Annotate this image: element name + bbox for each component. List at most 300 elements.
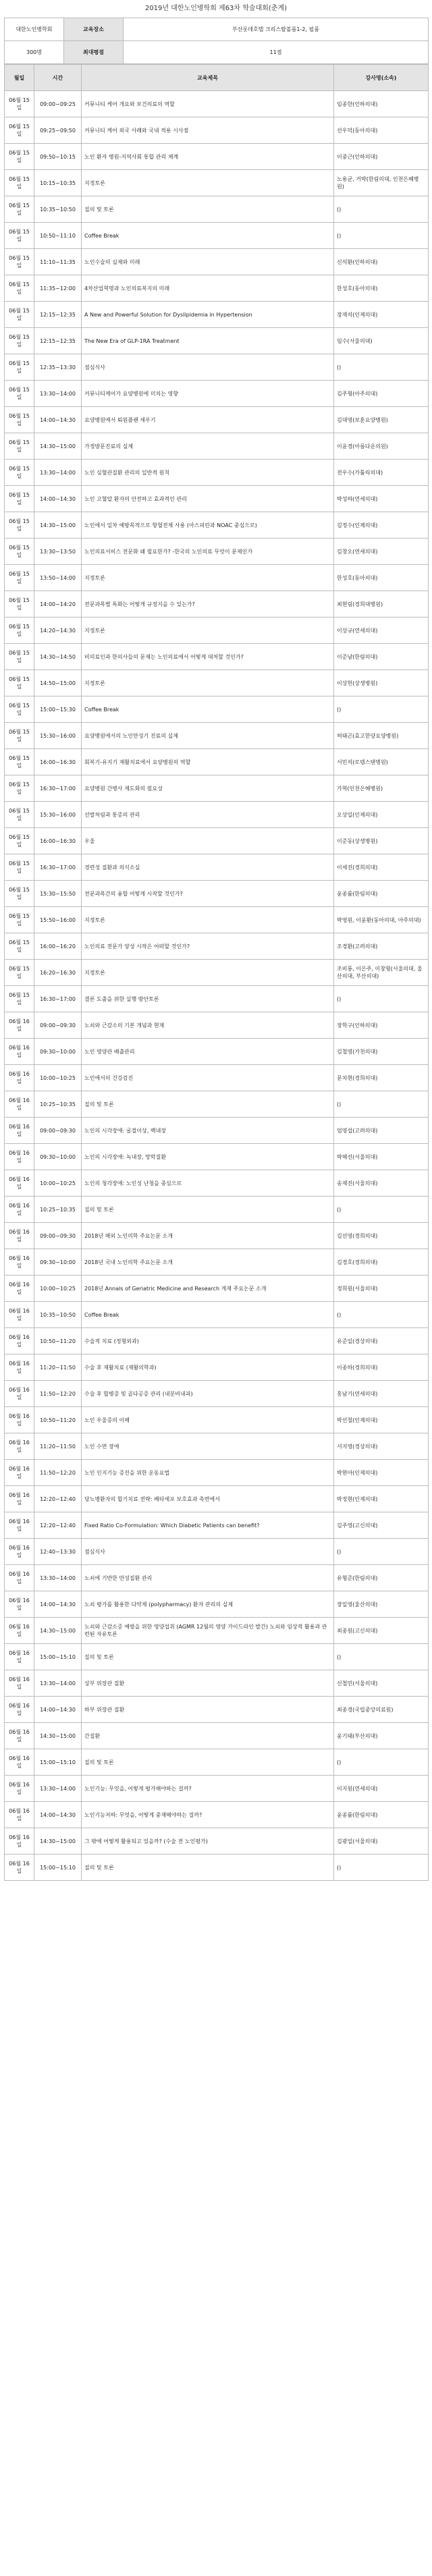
table-row: [5, 881, 429, 907]
row-subject: 점심식사: [82, 354, 334, 381]
venue-label: 교육장소: [64, 18, 124, 41]
row-subject: 요양병원에서 퇴원플랜 세우기: [82, 407, 334, 433]
table-row: [5, 1012, 429, 1039]
row-date: 06월 16일: [5, 1486, 34, 1512]
row-time: 12:35~13:30: [34, 354, 82, 381]
row-time: 14:00~14:30: [34, 407, 82, 433]
row-time: 16:00~16:20: [34, 933, 82, 960]
table-row: [5, 1354, 429, 1381]
row-speaker: 최종경(국립중앙의료원): [334, 1697, 429, 1723]
row-date: 06월 16일: [5, 1170, 34, 1197]
row-date: 06월 15일: [5, 907, 34, 933]
row-date: 06월 16일: [5, 1381, 34, 1407]
row-speaker: (): [334, 223, 429, 249]
row-speaker: (): [334, 196, 429, 223]
row-time: 15:30~16:00: [34, 723, 82, 749]
row-time: 09:50~10:15: [34, 144, 82, 170]
row-speaker: (): [334, 1539, 429, 1565]
row-subject: 질의 및 토론: [82, 196, 334, 223]
row-speaker: (): [334, 1855, 429, 1881]
row-subject: 하부 위장관 질환: [82, 1697, 334, 1723]
schedule-body: [5, 91, 429, 1881]
row-subject: 비의료인과 한의사들의 문제는 노인의료에서 어떻게 대처할 것인가?: [82, 644, 334, 670]
table-row: [5, 591, 429, 618]
schedule-header-row: [5, 65, 429, 91]
row-date: 06월 15일: [5, 460, 34, 486]
row-subject: 커뮤니티 케어 개요와 보건의료의 역할: [82, 91, 334, 117]
table-row: [5, 1776, 429, 1802]
row-date: 06월 16일: [5, 1407, 34, 1433]
row-date: 06월 15일: [5, 802, 34, 828]
table-row: [5, 486, 429, 512]
row-date: 06월 16일: [5, 1539, 34, 1565]
row-date: 06월 15일: [5, 828, 34, 854]
doc-title: 2019년 대한노인병학회 제63차 학술대회(춘계): [144, 5, 288, 12]
row-time: 16:00~16:30: [34, 749, 82, 775]
row-time: 10:15~10:35: [34, 170, 82, 196]
row-subject: 지정토론: [82, 565, 334, 591]
row-speaker: 엄영섭(고려의대): [334, 1118, 429, 1144]
row-subject: 노쇠에 기반한 만성질환 관리: [82, 1565, 334, 1591]
row-time: 10:50~11:10: [34, 223, 82, 249]
row-speaker: 최현림(경희대병원): [334, 591, 429, 618]
table-row: [5, 1697, 429, 1723]
row-speaker: 홍남기(연세의대): [334, 1381, 429, 1407]
row-time: 10:00~10:25: [34, 1276, 82, 1302]
row-time: 10:00~10:25: [34, 1170, 82, 1197]
row-speaker: 문치현(경희의대): [334, 1065, 429, 1091]
row-date: 06월 15일: [5, 302, 34, 328]
row-subject: 경련성 질환과 의식소실: [82, 854, 334, 881]
table-row: [5, 1802, 429, 1828]
info-table: [4, 18, 429, 64]
row-time: 10:50~11:20: [34, 1407, 82, 1433]
row-date: 06월 16일: [5, 1328, 34, 1354]
row-date: 06월 16일: [5, 1223, 34, 1249]
row-date: 06월 15일: [5, 618, 34, 644]
row-time: 09:00~09:25: [34, 91, 82, 117]
row-subject: 질의 및 토론: [82, 1197, 334, 1223]
row-time: 12:40~13:30: [34, 1539, 82, 1565]
row-date: 06월 16일: [5, 1091, 34, 1118]
row-date: 06월 15일: [5, 170, 34, 196]
row-date: 06월 16일: [5, 1723, 34, 1749]
row-time: 09:00~09:30: [34, 1118, 82, 1144]
table-row: [5, 144, 429, 170]
row-time: 15:50~16:00: [34, 907, 82, 933]
row-subject: 질의 및 토론: [82, 1091, 334, 1118]
table-row: [5, 1855, 429, 1881]
header-time: 시간: [34, 65, 82, 91]
row-speaker: 박현아(인제의대): [334, 1460, 429, 1486]
row-subject: 지정토론: [82, 170, 334, 196]
table-row: [5, 1381, 429, 1407]
row-speaker: 조경환(고려의대): [334, 933, 429, 960]
row-speaker: 장일영(울산의대): [334, 1591, 429, 1618]
row-date: 06월 15일: [5, 354, 34, 381]
row-date: 06월 15일: [5, 986, 34, 1012]
row-date: 06월 16일: [5, 1354, 34, 1381]
table-row: [5, 1591, 429, 1618]
table-row: [5, 933, 429, 960]
row-speaker: 윤기태(부산의대): [334, 1723, 429, 1749]
row-date: 06월 15일: [5, 881, 34, 907]
row-speaker: 오상일(인제의대): [334, 802, 429, 828]
row-time: 14:00~14:30: [34, 1697, 82, 1723]
row-subject: 질의 및 토론: [82, 1749, 334, 1776]
row-date: 06월 16일: [5, 1697, 34, 1723]
row-subject: 커뮤니티 케어 외국 사례와 국내 적용 시사점: [82, 117, 334, 144]
row-subject: 노인에서 일차 예방목적으로 항혈전제 사용 (아스피린과 NOAC 중심으로): [82, 512, 334, 539]
row-date: 06월 16일: [5, 1276, 34, 1302]
row-speaker: (): [334, 1644, 429, 1670]
row-date: 06월 15일: [5, 960, 34, 986]
row-date: 06월 15일: [5, 749, 34, 775]
table-row: [5, 539, 429, 565]
row-subject: 지정토론: [82, 960, 334, 986]
row-time: 10:35~10:50: [34, 196, 82, 223]
row-subject: 노인 수면 장애: [82, 1433, 334, 1460]
row-time: 16:30~17:00: [34, 775, 82, 802]
row-time: 09:25~09:50: [34, 117, 82, 144]
row-subject: 수술적 치료 (정형외과): [82, 1328, 334, 1354]
row-subject: 가정방문진료의 실제: [82, 433, 334, 460]
row-subject: The New Era of GLP-1RA Treatment: [82, 328, 334, 354]
table-row: [5, 1644, 429, 1670]
row-speaker: 전우수(가톨릭의대): [334, 460, 429, 486]
row-speaker: (): [334, 354, 429, 381]
row-speaker: 허태곤(효고한양요양병원): [334, 723, 429, 749]
row-subject: 노쇠와 근감소의 기본 개념과 현재: [82, 1012, 334, 1039]
table-row: [5, 1302, 429, 1328]
row-subject: 회복기-유지기 재활치료에서 요양병원의 역할: [82, 749, 334, 775]
row-time: 14:30~15:00: [34, 433, 82, 460]
row-subject: 4차산업혁명과 노인의료복지의 미래: [82, 275, 334, 302]
row-speaker: 한성호(동아의대): [334, 565, 429, 591]
row-speaker: 이지원(연세의대): [334, 1776, 429, 1802]
row-subject: Coffee Break: [82, 696, 334, 723]
row-time: 14:20~14:30: [34, 618, 82, 644]
table-row: [5, 117, 429, 144]
row-time: 09:30~10:00: [34, 1144, 82, 1170]
table-row: [5, 1433, 429, 1460]
row-subject: 노인 영양관 배출관리: [82, 1039, 334, 1065]
row-speaker: (): [334, 696, 429, 723]
row-date: 06월 16일: [5, 1591, 34, 1618]
row-speaker: 이상규(연세의대): [334, 618, 429, 644]
row-time: 14:50~15:00: [34, 670, 82, 696]
table-row: [5, 670, 429, 696]
table-row: [5, 1065, 429, 1091]
info-row-venue: [5, 18, 429, 41]
row-speaker: 이상헌(상생병원): [334, 670, 429, 696]
table-row: [5, 1565, 429, 1591]
row-subject: 노쇠와 근감소증 예방을 위한 영양섭취 (AGMR 12월의 영양 가이드라인 발간) 노쇠와 임상적 활용과 관련된 자유토론: [82, 1618, 334, 1644]
row-speaker: 한성호(동아의대): [334, 275, 429, 302]
row-date: 06월 15일: [5, 407, 34, 433]
row-time: 12:20~12:40: [34, 1512, 82, 1539]
row-speaker: 노용균, 거박(한림의대, 인천은혜병원): [334, 170, 429, 196]
row-date: 06월 16일: [5, 1828, 34, 1855]
row-date: 06월 15일: [5, 196, 34, 223]
row-speaker: 윤종률(한림의대): [334, 881, 429, 907]
table-row: [5, 302, 429, 328]
row-time: 13:30~13:50: [34, 539, 82, 565]
row-time: 14:30~15:00: [34, 512, 82, 539]
table-row: [5, 828, 429, 854]
table-row: [5, 618, 429, 644]
row-subject: 노인기능: 무엇을, 어떻게 평가해야하는 걸까?: [82, 1776, 334, 1802]
row-speaker: 박영원, 이윤환(동아의대, 아주의대): [334, 907, 429, 933]
row-speaker: 이세진(경희의대): [334, 854, 429, 881]
row-subject: A New and Powerful Solution for Dyslipidemia in Hypertension: [82, 302, 334, 328]
row-speaker: 선우덕(동아의대): [334, 117, 429, 144]
row-time: 14:00~14:30: [34, 1802, 82, 1828]
row-subject: 노인에서의 건강검진: [82, 1065, 334, 1091]
table-row: [5, 565, 429, 591]
row-date: 06월 16일: [5, 1302, 34, 1328]
row-time: 16:20~16:30: [34, 960, 82, 986]
row-subject: 수술 후 재활치료 (재활의학과): [82, 1354, 334, 1381]
hours-value: 300명: [5, 41, 64, 64]
row-time: 13:30~14:00: [34, 1565, 82, 1591]
table-row: [5, 1039, 429, 1065]
row-time: 11:50~12:20: [34, 1460, 82, 1486]
table-row: [5, 960, 429, 986]
row-subject: 노인 고혈압 환자의 안전하고 효과적인 관리: [82, 486, 334, 512]
table-row: [5, 1749, 429, 1776]
header-date: 월일: [5, 65, 34, 91]
row-date: 06월 15일: [5, 328, 34, 354]
schedule-table: [4, 64, 429, 1881]
row-date: 06월 15일: [5, 670, 34, 696]
table-row: [5, 91, 429, 117]
row-time: 16:30~17:00: [34, 986, 82, 1012]
credit-label: 최대평점: [64, 41, 124, 64]
row-speaker: 이종하(경희의대): [334, 1354, 429, 1381]
row-subject: 질의 및 토론: [82, 1644, 334, 1670]
table-row: [5, 1618, 429, 1644]
row-date: 06월 16일: [5, 1144, 34, 1170]
row-speaker: 임수(서울의대): [334, 328, 429, 354]
row-speaker: 서민석(로뎀스탠병원): [334, 749, 429, 775]
row-time: 10:00~10:25: [34, 1065, 82, 1091]
row-speaker: 조비룡, 이은주, 이창형(서울의대, 울산의대, 부산의대): [334, 960, 429, 986]
table-row: [5, 1512, 429, 1539]
table-row: [5, 907, 429, 933]
row-time: 15:30~15:50: [34, 881, 82, 907]
row-time: 16:00~16:30: [34, 828, 82, 854]
row-time: 13:30~14:00: [34, 460, 82, 486]
row-time: 15:00~15:10: [34, 1644, 82, 1670]
row-time: 14:30~15:00: [34, 1723, 82, 1749]
table-row: [5, 1670, 429, 1697]
row-speaker: 윤종률(한림의대): [334, 1802, 429, 1828]
table-row: [5, 354, 429, 381]
row-time: 10:50~11:20: [34, 1328, 82, 1354]
table-row: [5, 1144, 429, 1170]
row-subject: 노인기능저하: 무엇을, 어떻게 중재해야하는 걸까?: [82, 1802, 334, 1828]
row-time: 11:20~11:50: [34, 1354, 82, 1381]
row-subject: 전문과목간의 융합 어떻게 시작할 것인가?: [82, 881, 334, 907]
row-date: 06월 16일: [5, 1618, 34, 1644]
row-time: 15:30~16:00: [34, 802, 82, 828]
row-date: 06월 16일: [5, 1855, 34, 1881]
row-date: 06월 15일: [5, 91, 34, 117]
row-date: 06월 15일: [5, 381, 34, 407]
row-date: 06월 15일: [5, 117, 34, 144]
row-subject: 2018년 Annals of Geriatric Medicine and Research 게재 주요논문 소개: [82, 1276, 334, 1302]
row-date: 06월 15일: [5, 933, 34, 960]
row-date: 06월 16일: [5, 1433, 34, 1460]
table-row: [5, 1723, 429, 1749]
row-speaker: 김대영(보훈요양병원): [334, 407, 429, 433]
row-time: 14:00~14:30: [34, 486, 82, 512]
row-time: 13:50~14:00: [34, 565, 82, 591]
row-time: 16:30~17:00: [34, 854, 82, 881]
row-date: 06월 16일: [5, 1670, 34, 1697]
table-row: [5, 275, 429, 302]
row-subject: 노인 환자 병원-지역사회 통합 관리 체계: [82, 144, 334, 170]
row-date: 06월 15일: [5, 249, 34, 275]
table-row: [5, 381, 429, 407]
row-date: 06월 16일: [5, 1776, 34, 1802]
table-row: [5, 986, 429, 1012]
row-speaker: 유형준(한림의대): [334, 1565, 429, 1591]
row-subject: 선발처림과 통증의 관리: [82, 802, 334, 828]
table-row: [5, 1407, 429, 1433]
row-subject: 노인의 시각장애: 굴절이상, 백내장: [82, 1118, 334, 1144]
table-row: [5, 749, 429, 775]
table-row: [5, 723, 429, 749]
table-row: [5, 460, 429, 486]
table-row: [5, 1828, 429, 1855]
row-date: 06월 15일: [5, 144, 34, 170]
row-speaker: 이중근(인하의대): [334, 144, 429, 170]
row-subject: 노인 심혈관질환 관리의 일반적 원칙: [82, 460, 334, 486]
row-time: 14:30~15:00: [34, 1828, 82, 1855]
table-row: [5, 1460, 429, 1486]
row-subject: 점심식사: [82, 1539, 334, 1565]
row-subject: 커뮤니티케어가 요양병원에 미치는 영향: [82, 381, 334, 407]
header-subject: 교육제목: [82, 65, 334, 91]
row-speaker: 신석환(인하의대): [334, 249, 429, 275]
table-row: [5, 644, 429, 670]
row-time: 10:35~10:50: [34, 1302, 82, 1328]
row-speaker: 김경호(경희의대): [334, 1249, 429, 1276]
table-row: [5, 1328, 429, 1354]
row-time: 15:00~15:10: [34, 1855, 82, 1881]
row-speaker: 김광일(서울의대): [334, 1828, 429, 1855]
table-row: [5, 249, 429, 275]
row-subject: 결론 도출을 위한 실행 방안토론: [82, 986, 334, 1012]
row-date: 06월 15일: [5, 854, 34, 881]
row-speaker: (): [334, 1749, 429, 1776]
row-time: 09:00~09:30: [34, 1012, 82, 1039]
row-date: 06월 15일: [5, 223, 34, 249]
row-time: 11:10~11:35: [34, 249, 82, 275]
row-speaker: 가혁(인천은혜병원): [334, 775, 429, 802]
row-date: 06월 16일: [5, 1012, 34, 1039]
row-subject: 요양병원에서의 노인만성기 진료의 실제: [82, 723, 334, 749]
row-time: 10:25~10:35: [34, 1091, 82, 1118]
row-speaker: (): [334, 1091, 429, 1118]
row-subject: 노인의료서비스 전문화 왜 필요한가? -한국의 노인의료 무엇이 문제인가: [82, 539, 334, 565]
row-date: 06월 16일: [5, 1644, 34, 1670]
row-time: 15:00~15:10: [34, 1749, 82, 1776]
row-subject: 노인 인지기능 증진을 위한 운동요법: [82, 1460, 334, 1486]
table-row: [5, 512, 429, 539]
row-speaker: 김선영(경희의대): [334, 1223, 429, 1249]
venue-value: 부산롯데호텔 크리스탈볼룸1-2, 펄룸: [124, 18, 429, 41]
row-speaker: 최종원(고신의대): [334, 1618, 429, 1644]
row-subject: 요양병원 간병사 제도화의 필요성: [82, 775, 334, 802]
table-row: [5, 1486, 429, 1512]
row-time: 13:30~14:00: [34, 1670, 82, 1697]
info-row-credit: [5, 41, 429, 64]
row-time: 12:15~12:35: [34, 328, 82, 354]
row-subject: 노인의 청각장애: 노인성 난청을 중심으로: [82, 1170, 334, 1197]
row-subject: 노인수술의 실제와 미래: [82, 249, 334, 275]
table-row: [5, 328, 429, 354]
row-speaker: 이윤경(아름다운의원): [334, 433, 429, 460]
row-time: 14:30~14:50: [34, 644, 82, 670]
row-subject: Coffee Break: [82, 223, 334, 249]
row-date: 06월 16일: [5, 1749, 34, 1776]
row-time: 12:15~12:35: [34, 302, 82, 328]
row-speaker: 서지영(경상의대): [334, 1433, 429, 1460]
row-subject: 전문과목별 특화는 어떻게 규정지을 수 있는가?: [82, 591, 334, 618]
row-time: 15:00~15:30: [34, 696, 82, 723]
row-time: 09:00~09:30: [34, 1223, 82, 1249]
row-date: 06월 15일: [5, 591, 34, 618]
row-speaker: (): [334, 986, 429, 1012]
row-subject: 간질환: [82, 1723, 334, 1749]
row-subject: 지정토론: [82, 618, 334, 644]
row-speaker: 김창오(연세의대): [334, 539, 429, 565]
table-row: [5, 407, 429, 433]
row-date: 06월 15일: [5, 565, 34, 591]
table-row: [5, 1170, 429, 1197]
row-speaker: 이준남(한림의대): [334, 644, 429, 670]
row-date: 06월 16일: [5, 1565, 34, 1591]
table-row: [5, 170, 429, 196]
row-date: 06월 15일: [5, 723, 34, 749]
row-date: 06월 15일: [5, 275, 34, 302]
row-subject: Coffee Break: [82, 1302, 334, 1328]
table-row: [5, 1091, 429, 1118]
table-row: [5, 1223, 429, 1249]
row-speaker: (): [334, 1302, 429, 1328]
row-date: 06월 16일: [5, 1118, 34, 1144]
row-time: 11:35~12:00: [34, 275, 82, 302]
row-date: 06월 15일: [5, 696, 34, 723]
row-subject: 노인 우울증의 이해: [82, 1407, 334, 1433]
row-subject: 당뇨병환자의 합기치료 전략: 베타세포 보호효과 측면에서: [82, 1486, 334, 1512]
row-speaker: 김정수(인제의대): [334, 512, 429, 539]
row-date: 06월 16일: [5, 1512, 34, 1539]
row-time: 11:20~11:50: [34, 1433, 82, 1460]
row-date: 06월 16일: [5, 1065, 34, 1091]
table-row: [5, 1197, 429, 1223]
table-row: [5, 1539, 429, 1565]
row-time: 09:30~10:00: [34, 1249, 82, 1276]
table-row: [5, 1276, 429, 1302]
row-speaker: 장학구(인하의대): [334, 1012, 429, 1039]
row-speaker: 임종한(인하의대): [334, 91, 429, 117]
table-row: [5, 1249, 429, 1276]
row-speaker: 장재석(인제의대): [334, 302, 429, 328]
